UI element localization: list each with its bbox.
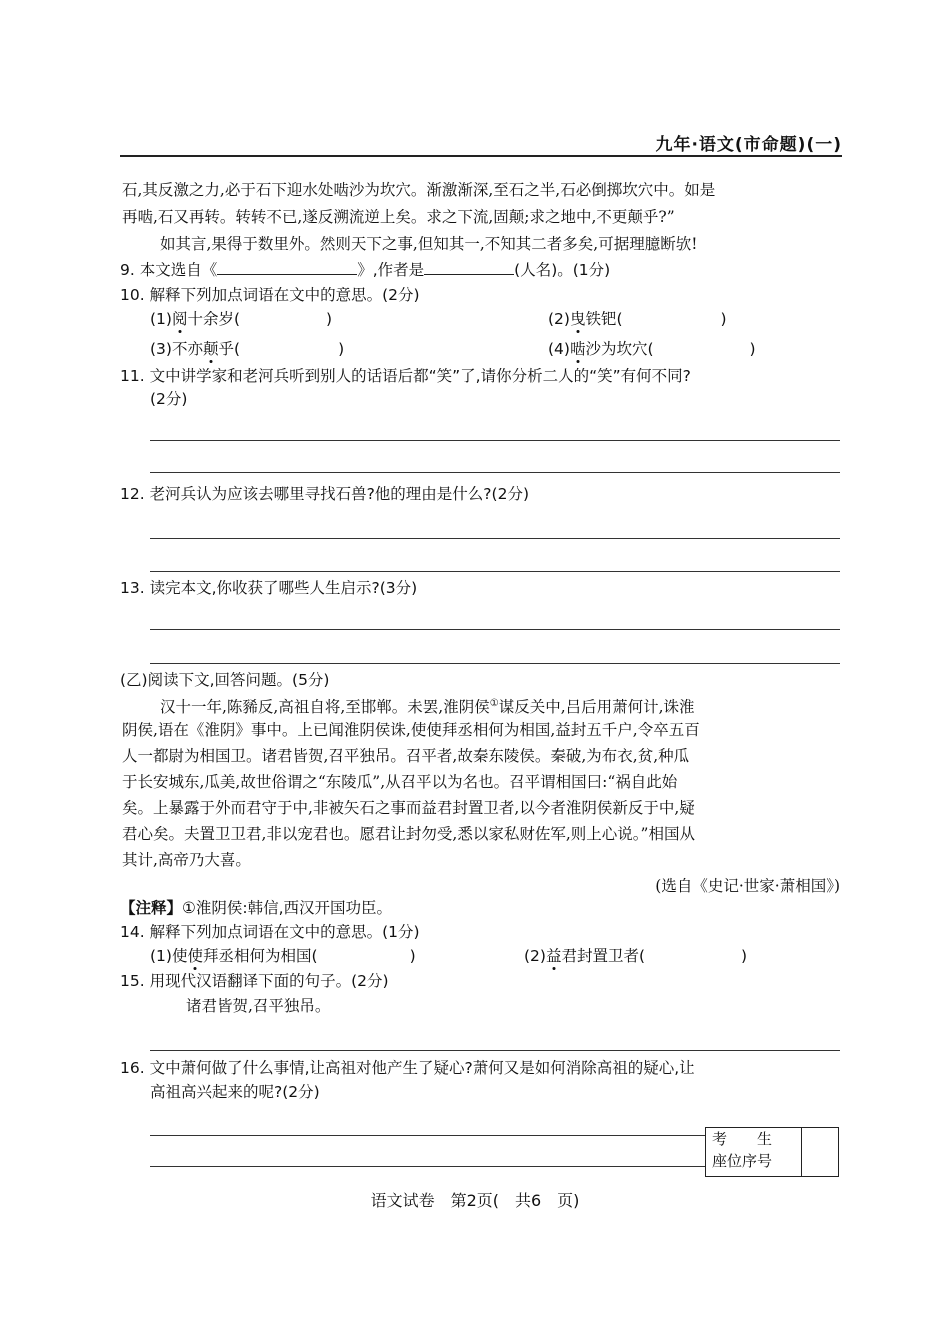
passage-yi-line-4: 于长安城东,瓜美,故世俗谓之“东陵瓜”,从召平以为名也。召平谓相国曰:“祸自此始: [122, 773, 678, 791]
q11-answer-line-1[interactable]: [150, 440, 840, 441]
header-divider: [120, 155, 842, 157]
q12-answer-line-2[interactable]: [150, 571, 840, 572]
question-12: 12. 老河兵认为应该去哪里寻找石兽?他的理由是什么?(2分): [120, 485, 529, 503]
question-16-line-2: 高祖高兴起来的呢?(2分): [150, 1083, 320, 1101]
passage-yi-line-3: 人一都尉为相国卫。诸君皆贺,召平独吊。召平者,故秦东陵侯。秦破,为布衣,贫,种瓜: [122, 747, 690, 765]
q14-item-1[interactable]: (1)使使拜丞相何为相国( ): [150, 947, 416, 965]
passage-yi-line-6: 君心矣。夫置卫卫君,非以宠君也。愿君让封勿受,悉以家私财佐军,则上心说。”相国从: [122, 825, 695, 843]
q13-answer-line-1[interactable]: [150, 629, 840, 630]
q10-item-4[interactable]: (4)啮沙为坎穴( ): [548, 340, 756, 358]
passage-jia-line-2: 再啮,石又再转。转转不已,遂反溯流逆上矣。求之下流,固颠;求之地中,不更颠乎?”: [122, 208, 675, 226]
question-15-stem: 15. 用现代汉语翻译下面的句子。(2分): [120, 972, 389, 990]
page-header: 九年·语文(市命题)(一): [655, 135, 842, 155]
q9-middle: 》,作者是: [357, 261, 425, 279]
annotation-label: 【注释】: [120, 899, 183, 917]
passage-yi-title: (乙)阅读下文,回答问题。(5分): [120, 671, 330, 689]
annotation-text: ①淮阴侯:韩信,西汉开国功臣。: [182, 899, 393, 917]
passage-yi-line-2: 阴侯,语在《淮阴》事中。上已闻淮阴侯诛,使使拜丞相何为相国,益封五千户,令卒五百: [122, 721, 700, 739]
passage-yi-source: (选自《史记·世家·萧相国》): [655, 877, 840, 895]
passage-yi-line-5: 矣。上暴露于外而君守于中,非被矢石之事而益君封置卫者,以今者淮阴侯新反于中,疑: [122, 799, 695, 817]
q14-item-2[interactable]: (2)益君封置卫者( ): [524, 947, 748, 965]
passage-yi-line-7: 其计,高帝乃大喜。: [122, 851, 251, 869]
q15-answer-line[interactable]: [150, 1050, 840, 1051]
q10-item-2[interactable]: (2)曳铁钯( ): [548, 310, 727, 328]
seat-number-label: 考 生 座位序号: [706, 1128, 802, 1176]
question-10-stem: 10. 解释下列加点词语在文中的意思。(2分): [120, 286, 420, 304]
question-11-line-1: 11. 文中讲学家和老河兵听到别人的话语后都“笑”了,请你分析二人的“笑”有何不同?: [120, 367, 691, 385]
passage-yi-line-1: 汉十一年,陈豨反,高祖自将,至邯郸。未罢,淮阴侯①谋反关中,吕后用萧何计,诛淮: [160, 698, 695, 717]
q9-author-blank[interactable]: [424, 274, 514, 275]
q9-prefix: 9. 本文选自《: [120, 261, 218, 279]
footnote-marker: ①: [489, 698, 499, 709]
passage-jia-line-1: 石,其反激之力,必于石下迎水处啮沙为坎穴。渐激渐深,至石之半,石必倒掷坎穴中。如是: [122, 181, 716, 199]
question-14-stem: 14. 解释下列加点词语在文中的意思。(1分): [120, 923, 420, 941]
q13-answer-line-2[interactable]: [150, 663, 840, 664]
annotation: [120, 896, 392, 920]
q10-item-3[interactable]: (3)不亦颠乎( ): [150, 340, 345, 358]
q10-item-1[interactable]: (1)阅十余岁( ): [150, 310, 333, 328]
q11-answer-line-2[interactable]: [150, 472, 840, 473]
q16-answer-line-2[interactable]: [150, 1166, 705, 1167]
q12-answer-line-1[interactable]: [150, 538, 840, 539]
passage-jia-line-3: 如其言,果得于数里外。然则天下之事,但知其一,不知其二者多矣,可据理臆断欤!: [160, 235, 698, 253]
question-13: 13. 读完本文,你收获了哪些人生启示?(3分): [120, 579, 418, 597]
q15-sentence: 诸君皆贺,召平独吊。: [186, 997, 331, 1015]
page-footer: 语文试卷 第2页( 共6 页): [370, 1191, 580, 1210]
question-16-line-1: 16. 文中萧何做了什么事情,让高祖对他产生了疑心?萧何又是如何消除高祖的疑心,让: [120, 1059, 695, 1077]
q16-answer-line-1[interactable]: [150, 1135, 705, 1136]
question-11-line-2: (2分): [150, 390, 188, 408]
q9-suffix: (人名)。(1分): [514, 261, 611, 279]
seat-number-input[interactable]: [804, 1128, 838, 1176]
q9-book-blank[interactable]: [217, 274, 357, 275]
seat-number-box: [705, 1127, 839, 1177]
question-9: [120, 258, 610, 282]
